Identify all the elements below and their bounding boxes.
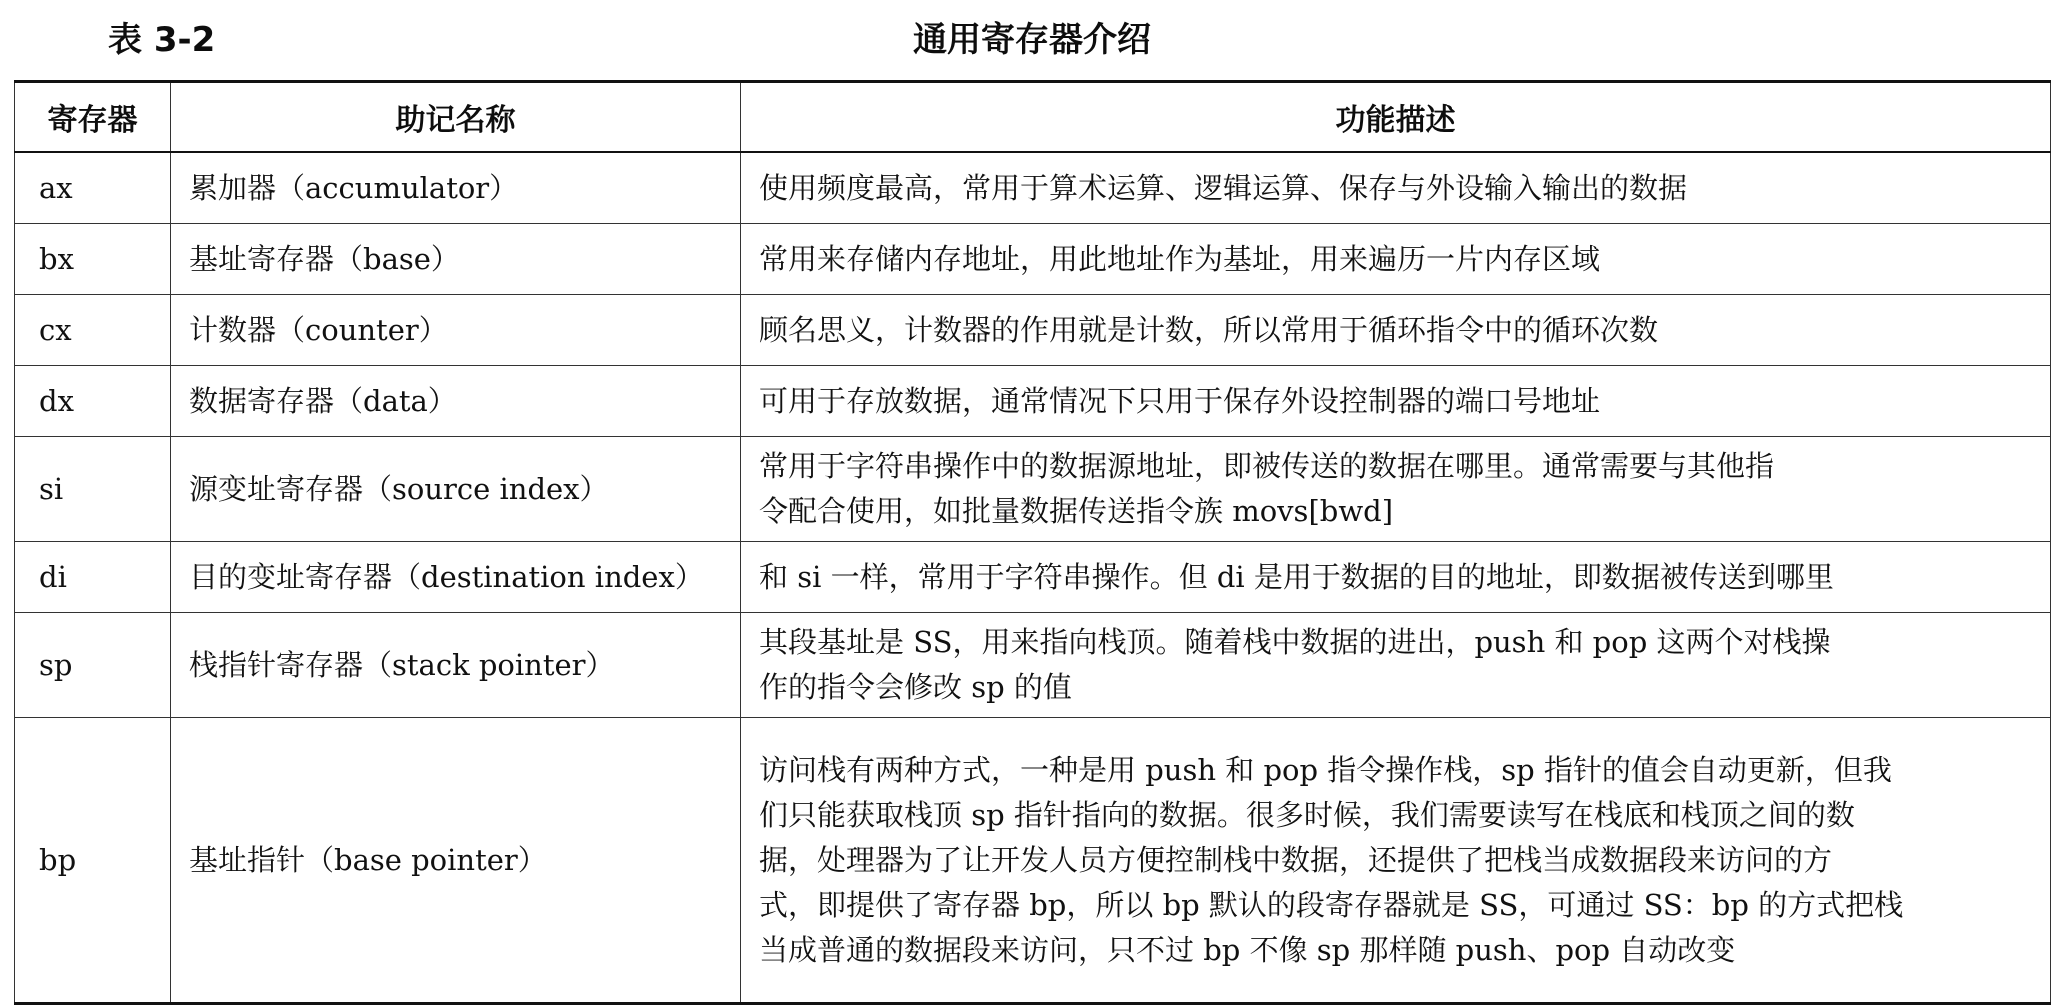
- mnemonic-cell: 计数器（counter）: [171, 295, 741, 366]
- register-cell: bp: [15, 718, 171, 1004]
- mnemonic-cell: 数据寄存器（data）: [171, 366, 741, 437]
- header-description: 功能描述: [741, 82, 2051, 153]
- description-line: 可用于存放数据，通常情况下只用于保存外设控制器的端口号地址: [759, 383, 1601, 418]
- register-table: [14, 80, 2051, 1005]
- table-header: [15, 82, 2051, 153]
- mnemonic-cell: 目的变址寄存器（destination index）: [171, 542, 741, 613]
- description-cell: [741, 224, 2051, 295]
- description-cell: [741, 437, 2051, 542]
- table-row-bx: [15, 224, 2051, 295]
- table-caption: [0, 0, 2064, 80]
- register-cell: bx: [15, 224, 171, 295]
- description-line: 其段基址是 SS，用来指向栈顶。随着栈中数据的进出，push 和 pop 这两个对栈操: [759, 625, 1831, 659]
- table-title: 通用寄存器介绍: [913, 20, 1151, 60]
- register-cell: sp: [15, 613, 171, 718]
- register-cell: cx: [15, 295, 171, 366]
- mnemonic-cell: 基址寄存器（base）: [171, 224, 741, 295]
- table-row-cx: [15, 295, 2051, 366]
- mnemonic-cell: 源变址寄存器（source index）: [171, 437, 741, 542]
- header-mnemonic: 助记名称: [171, 82, 741, 153]
- description-cell: [741, 152, 2051, 224]
- description-cell: [741, 366, 2051, 437]
- description-cell: [741, 718, 2051, 1004]
- mnemonic-cell: 累加器（accumulator）: [171, 152, 741, 224]
- description-line: 据，处理器为了让开发人员方便控制栈中数据，还提供了把栈当成数据段来访问的方: [759, 842, 1833, 877]
- description-line: 常用于字符串操作中的数据源地址，即被传送的数据在哪里。通常需要与其他指: [759, 449, 1775, 483]
- description-line: 当成普通的数据段来访问，只不过 bp 不像 sp 那样随 push、pop 自动改变: [759, 932, 1736, 967]
- table-row-bp: [15, 718, 2051, 1004]
- table-row-ax: [15, 152, 2051, 224]
- table-body: [15, 152, 2051, 1004]
- description-line: 和 si 一样，常用于字符串操作。但 di 是用于数据的目的地址，即数据被传送到哪里: [759, 559, 1834, 594]
- table-row-si: [15, 437, 2051, 542]
- description-line: 常用来存储内存地址，用此地址作为基址，用来遍历一片内存区域: [759, 241, 1601, 276]
- header-row: [15, 82, 2051, 153]
- register-cell: si: [15, 437, 171, 542]
- table-number: 表 3-2: [108, 20, 216, 60]
- table-row-di: [15, 542, 2051, 613]
- description-line: 访问栈有两种方式，一种是用 push 和 pop 指令操作栈，sp 指针的值会自动更新，但我: [759, 752, 1892, 787]
- register-cell: dx: [15, 366, 171, 437]
- description-line: 们只能获取栈顶 sp 指针指向的数据。很多时候，我们需要读写在栈底和栈顶之间的数: [759, 797, 1855, 832]
- description-line: 使用频度最高，常用于算术运算、逻辑运算、保存与外设输入输出的数据: [759, 170, 1688, 205]
- mnemonic-cell: 栈指针寄存器（stack pointer）: [171, 613, 741, 718]
- description-line: 式，即提供了寄存器 bp，所以 bp 默认的段寄存器就是 SS，可通过 SS：bp 的方式把栈: [759, 887, 1904, 922]
- description-line: 令配合使用，如批量数据传送指令族 movs[bwd]: [759, 494, 1394, 528]
- description-line: 作的指令会修改 sp 的值: [759, 670, 1072, 704]
- mnemonic-cell: 基址指针（base pointer）: [171, 718, 741, 1004]
- header-register: 寄存器: [15, 82, 171, 153]
- description-cell: [741, 295, 2051, 366]
- description-cell: [741, 542, 2051, 613]
- description-line: 顾名思义，计数器的作用就是计数，所以常用于循环指令中的循环次数: [759, 312, 1659, 347]
- table-row-sp: [15, 613, 2051, 718]
- table-row-dx: [15, 366, 2051, 437]
- register-cell: di: [15, 542, 171, 613]
- register-cell: ax: [15, 152, 171, 224]
- description-cell: [741, 613, 2051, 718]
